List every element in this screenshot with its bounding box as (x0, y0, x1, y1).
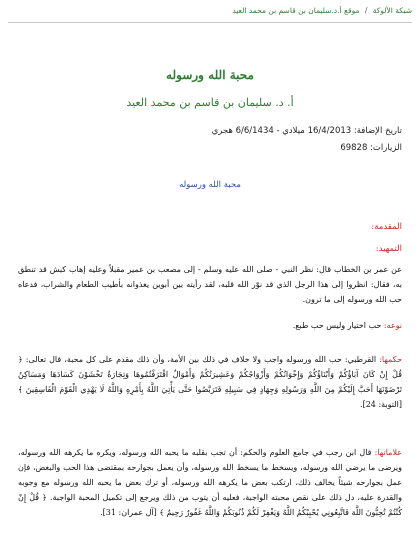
signs-text: قال ابن رجب في جامع العلوم والحكم: أن تجب بقلبه ما يحبه الله ورسوله، ويكره ما يكرهه الله ورسوله، ويرضى ما يرضي الله ورسوله، ويسخط ما يسخط الله ورسوله، وأن يعمل بجوارحه بمقتضى هذا الحب والبغض، فإن عمل بجوارحه شيئاً يخالف ذلك، ارتكب بعض ما يكرهه الله ورسوله، أو ترك بعض ما يحبه الله ورسوله مع وجوبه والقدرة عليه، دل ذلك على نقص محبته الواجبة، فعليه أن يتوب من ذلك ويرجع إلى تكميل المحبة الواجبة. ﴿ قُلْ إِنْ كُنْتُمْ تُحِبُّونَ اللَّهَ فَاتَّبِعُونِي يُحْبِبْكُمُ اللَّهُ وَيَغْفِرْ لَكُمْ ذُنُوبَكُمْ وَاللَّهُ غَفُورٌ رَحِيمٌ ﴾ (18, 448, 402, 517)
article-subtitle: محبة الله ورسوله (179, 180, 241, 190)
type-label: نوعه: (383, 321, 402, 330)
signs-reference: [آل عمران: 31]. (100, 508, 157, 517)
breadcrumb-item-author-site[interactable]: موقع أ.د.سليمان بن قاسم بن محمد العيد (232, 6, 360, 15)
intro-heading: المقدمة: (371, 222, 402, 232)
preface-heading: التمهيد: (375, 244, 402, 254)
preface-paragraph: عن عمر بن الخطاب قال: نظر النبي - صلى الله عليه وسلم - إلى مصعب بن عمير مقبلاً وعليه إهاب كبش قد تنطق به، فقال: انظروا إلى هذا الرجل الذي قد نوّر الله قلبه، لقد رأيته بين أبوين يغذوانه بأطيب الطعام والشراب، فدعاه حب الله ورسوله إلى ما ترون. (18, 265, 402, 304)
article-author[interactable]: أ. د. سليمان بن قاسم بن محمد العيد (126, 96, 294, 109)
type-text: حب اختيار وليس حب طبع. (292, 321, 382, 330)
article-visits: الزيارات: 69828 (340, 143, 402, 153)
ruling-label: حكمها: (379, 355, 403, 364)
article-title: محبة الله ورسوله (166, 68, 254, 82)
breadcrumb-item-site[interactable]: شبكة الألوكة (372, 6, 412, 15)
ruling-reference: [التوبة: 24]. (360, 400, 402, 409)
ruling-text: القرطبي: حب الله ورسوله واجب ولا خلاف في ذلك بين الأمة، وأن ذلك مقدم على كل محبة، قال تعالى: ﴿ قُلْ إِنْ كَانَ آبَاؤُكُمْ وَأَبْنَاؤُكُمْ وَإِخْوَانُكُمْ وَأَزْوَاجُكُمْ وَعَشِيرَتُكُمْ وَأَمْوَالٌ اقْتَرَفْتُمُوهَا وَتِجَارَةٌ تَخْشَوْنَ كَسَادَهَا وَمَسَاكِنُ تَرْضَوْنَهَا أَحَبَّ إِلَيْكُمْ مِنَ اللَّهِ وَرَسُولِهِ وَجِهَادٍ فِي سَبِيلِهِ فَتَرَبَّصُوا حَتَّى يَأْتِيَ اللَّهُ بِأَمْرِهِ وَاللَّهُ لَا يَهْدِي الْقَوْمَ الْفَاسِقِينَ ﴾ (18, 355, 402, 394)
breadcrumb-separator: / (364, 6, 368, 15)
signs-paragraph (18, 445, 402, 520)
type-paragraph (18, 318, 402, 333)
article-date: تاريخ الإضافة: 16/4/2013 ميلادي - 6/6/1434 هجري (211, 126, 402, 136)
header-divider (8, 22, 412, 23)
breadcrumb (8, 6, 412, 15)
ruling-paragraph (18, 352, 402, 412)
signs-label: علاماتها: (374, 448, 402, 457)
